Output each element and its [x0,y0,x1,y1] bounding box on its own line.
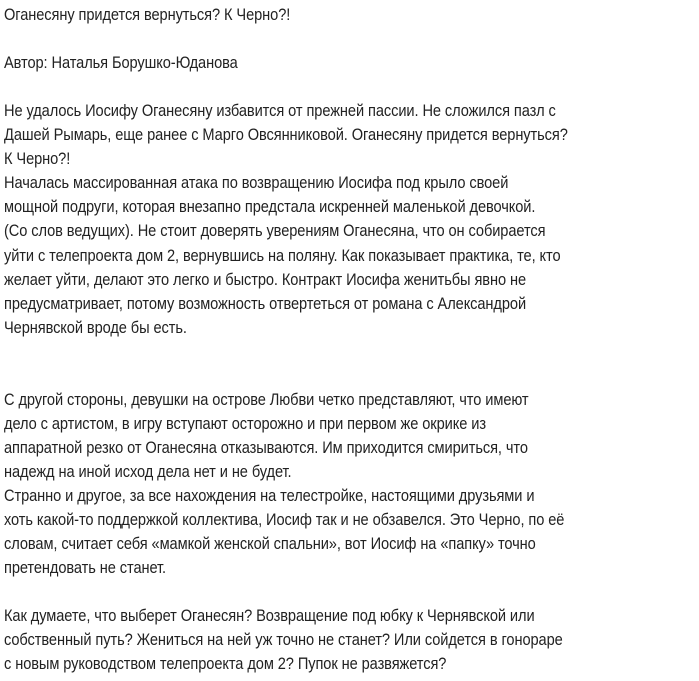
text-line: дело с артистом, в игру вступают осторожно и при первом же окрике из [4,414,486,433]
text-line: желает уйти, делают это легко и быстро. Контракт Иосифа женитьбы явно не [4,270,527,289]
text-line: С другой стороны, девушки на острове Любви четко представляют, что имеют [4,390,529,409]
text-line: предусматривает, потому возможность отвертеться от романа с Александрой [4,294,527,313]
text-line: Не удалось Иосифу Оганесяну избавится от прежней пассии. Не сложился пазл с [4,101,556,120]
article-title: Оганесяну придется вернуться? К Черно?! [4,5,291,24]
text-line: хоть какой-то поддержкой коллектива, Иосиф так и не обзавелся. Это Черно, по её [4,510,565,529]
article-author: Автор: Наталья Борушко-Юданова [4,53,238,72]
text-line: Чернявской вроде бы есть. [4,318,187,337]
text-line: уйти с телепроекта дом 2, вернувшись на поляну. Как показывает практика, те, кто [4,246,561,265]
text-line: Как думаете, что выберет Оганесян? Возвращение под юбку к Чернявской или [4,606,535,625]
text-line: аппаратной резко от Оганесяна отказываются. Им приходится смириться, что [4,438,528,457]
text-line: словам, считает себя «мамкой женской спальни», вот Иосиф на «папку» точно [4,534,536,553]
text-line: Странно и другое, за все нахождения на телестройке, настоящими друзьями и [4,486,535,505]
text-line: претендовать не станет. [4,558,167,577]
text-line: собственный путь? Жениться на ней уж точно не станет? Или сойдется в гонораре [4,630,563,649]
text-line: Началась массированная атака по возвращению Иосифа под крыло своей [4,173,509,192]
text-line: (Со слов ведущих). Не стоит доверять уверениям Оганесяна, что он собирается [4,221,546,240]
text-line: Дашей Рымарь, еще ранее с Марго Овсянниковой. Оганесяну придется вернуться? [4,125,568,144]
text-line: надежд на иной исход дела нет и не будет. [4,462,292,481]
text-line: К Черно?! [4,149,71,168]
text-line: с новым руководством телепроекта дом 2? Пупок не развяжется? [4,654,447,673]
text-line: мощной подруги, которая внезапно предстала искренней маленькой девочкой. [4,197,536,216]
